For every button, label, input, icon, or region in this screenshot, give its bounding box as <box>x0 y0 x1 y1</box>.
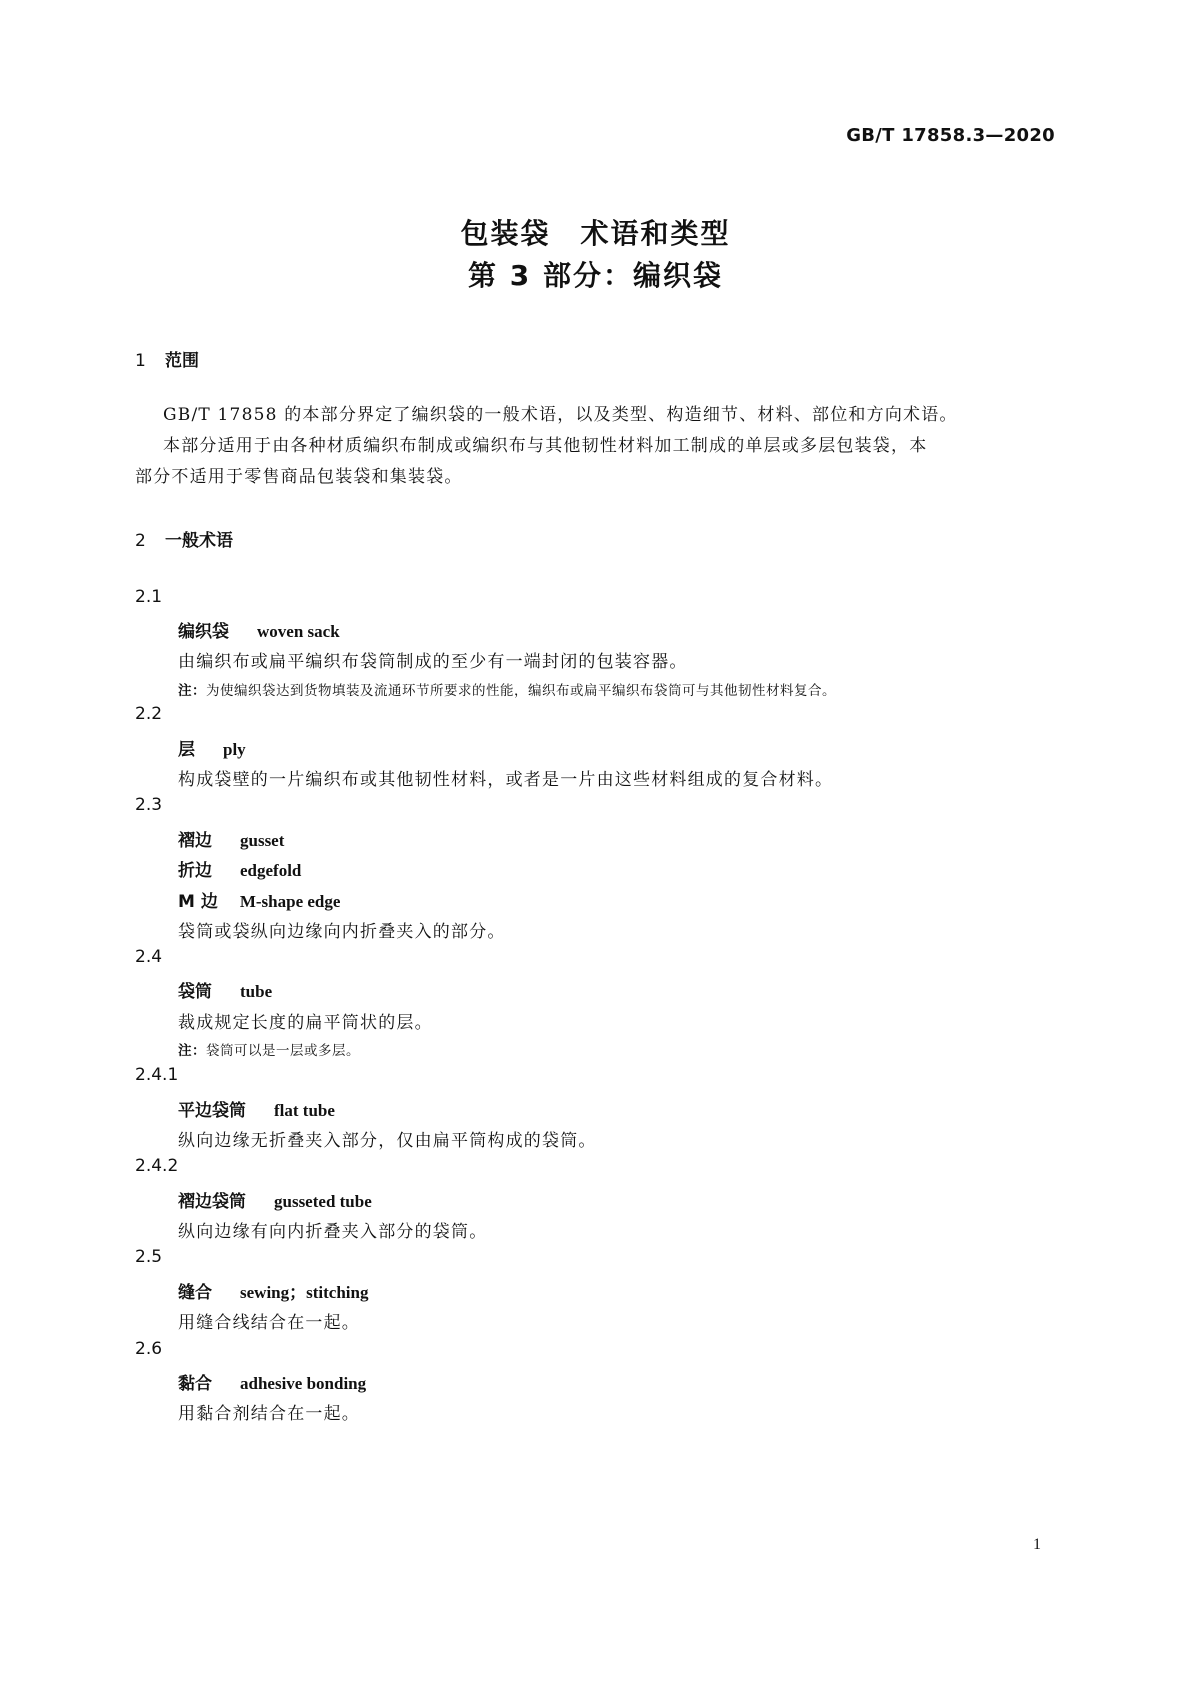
term-zh: 褶边 <box>178 831 212 851</box>
term-entry <box>178 735 246 760</box>
term-definition: 纵向边缘无折叠夹入部分，仅由扁平筒构成的袋筒。 <box>178 1131 597 1151</box>
term-zh: M 边 <box>178 892 218 912</box>
section-1-heading <box>135 346 199 371</box>
scope-paragraph-1: GB/T 17858 的本部分界定了编织袋的一般术语，以及类型、构造细节、材料、部位和方向术语。 <box>163 405 958 425</box>
clause-number: 2.4.2 <box>135 1156 179 1176</box>
clause-number: 2.4.1 <box>135 1065 179 1085</box>
section-title: 一般术语 <box>165 531 233 551</box>
term-en: gusseted tube <box>274 1192 372 1211</box>
term-zh: 黏合 <box>178 1374 212 1394</box>
note-label: 注： <box>178 683 206 699</box>
clause-number: 2.6 <box>135 1339 163 1359</box>
term-en: gusset <box>240 831 285 850</box>
clause-number: 2.1 <box>135 587 163 607</box>
scope-paragraph-2-line-1: 本部分适用于由各种材质编织布制成或编织布与其他韧性材料加工制成的单层或多层包装袋，本 <box>163 436 928 456</box>
term-note <box>178 679 836 699</box>
term-definition: 由编织布或扁平编织布袋筒制成的至少有一端封闭的包装容器。 <box>178 652 688 672</box>
term-en: M-shape edge <box>239 892 341 911</box>
term-entry <box>178 856 301 881</box>
section-number: 2 <box>135 531 146 551</box>
document-title: 包装袋 术语和类型 <box>460 217 731 250</box>
term-definition: 裁成规定长度的扁平筒状的层。 <box>178 1013 433 1033</box>
clause-number: 2.2 <box>135 704 163 724</box>
term-entry <box>178 977 272 1002</box>
section-number: 1 <box>135 351 146 371</box>
term-definition: 袋筒或袋纵向边缘向内折叠夹入的部分。 <box>178 922 506 942</box>
term-zh: 平边袋筒 <box>178 1101 246 1121</box>
term-en: tube <box>240 982 273 1001</box>
term-definition: 纵向边缘有向内折叠夹入部分的袋筒。 <box>178 1222 488 1242</box>
term-en: ply <box>223 740 246 759</box>
term-zh: 褶边袋筒 <box>178 1192 246 1212</box>
term-entry <box>178 826 284 851</box>
clause-number: 2.4 <box>135 947 163 967</box>
term-zh: 袋筒 <box>178 982 212 1002</box>
term-entry <box>178 617 340 642</box>
term-entry <box>178 1096 335 1121</box>
section-title: 范围 <box>165 351 199 371</box>
note-text: 袋筒可以是一层或多层。 <box>206 1043 360 1059</box>
page-number: 1 <box>1033 1536 1041 1553</box>
term-zh: 层 <box>178 740 195 760</box>
term-zh: 缝合 <box>178 1283 212 1303</box>
term-entry <box>178 1369 366 1394</box>
term-definition: 用缝合线结合在一起。 <box>178 1313 360 1333</box>
clause-number: 2.3 <box>135 795 163 815</box>
standard-number: GB/T 17858.3—2020 <box>846 125 1055 146</box>
term-entry <box>178 1278 368 1303</box>
term-note <box>178 1039 360 1059</box>
scope-paragraph-2-line-2: 部分不适用于零售商品包装袋和集装袋。 <box>135 467 463 487</box>
term-en: sewing；stitching <box>240 1283 369 1302</box>
term-en: woven sack <box>257 622 340 641</box>
term-en: adhesive bonding <box>240 1374 367 1393</box>
term-definition: 构成袋壁的一片编织布或其他韧性材料，或者是一片由这些材料组成的复合材料。 <box>178 770 834 790</box>
term-zh: 折边 <box>178 861 212 881</box>
clause-number: 2.5 <box>135 1247 163 1267</box>
term-definition: 用黏合剂结合在一起。 <box>178 1404 360 1424</box>
section-2-heading <box>135 526 233 551</box>
note-label: 注： <box>178 1043 206 1059</box>
note-text: 为使编织袋达到货物填装及流通环节所要求的性能，编织布或扁平编织布袋筒可与其他韧性材料复合。 <box>206 683 836 699</box>
term-en: edgefold <box>240 861 302 880</box>
term-entry <box>178 887 340 912</box>
term-zh: 编织袋 <box>178 622 229 642</box>
document-subtitle: 第 3 部分：编织袋 <box>468 259 723 292</box>
term-en: flat tube <box>274 1101 335 1120</box>
term-entry <box>178 1187 372 1212</box>
